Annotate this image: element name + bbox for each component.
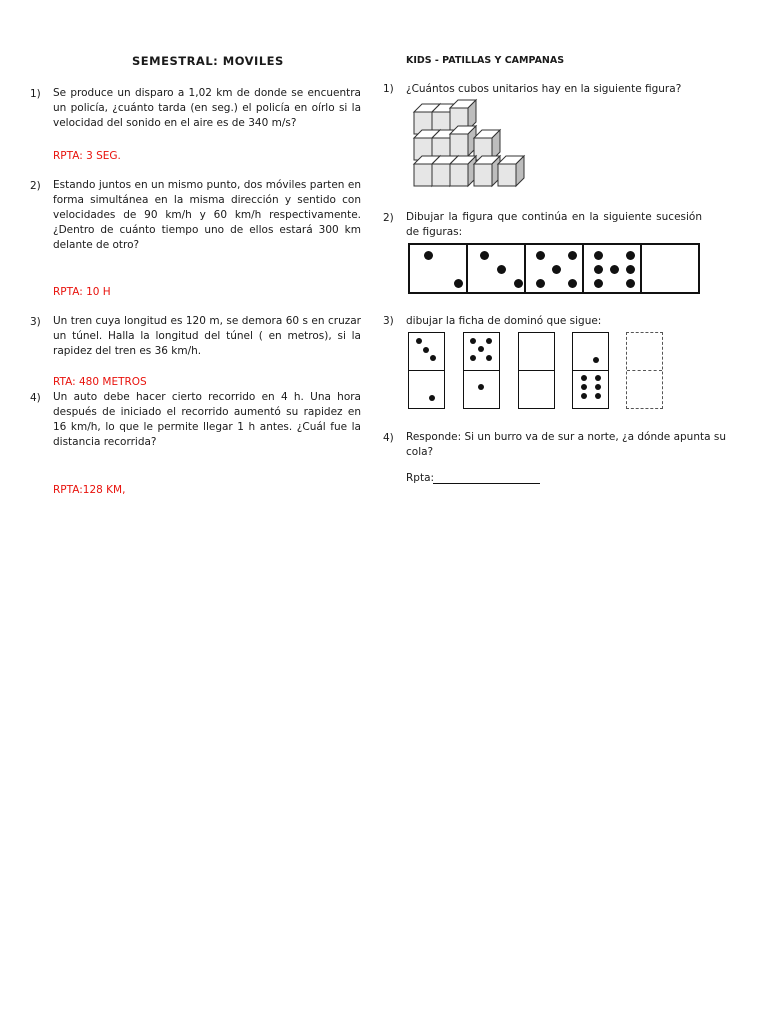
- cube-figure: [400, 98, 530, 194]
- left-title: SEMESTRAL: MOVILES: [132, 54, 284, 68]
- domino-blank-answer[interactable]: [626, 332, 663, 409]
- sequence-dot: [594, 265, 603, 274]
- problem-2-number: 2): [30, 180, 41, 192]
- domino-pip: [581, 393, 587, 399]
- sequence-dot: [568, 251, 577, 260]
- problem-4-number: 4): [30, 392, 41, 404]
- domino-pip: [423, 347, 429, 353]
- sequence-dot: [536, 279, 545, 288]
- sequence-dot: [610, 265, 619, 274]
- domino-pip: [470, 338, 476, 344]
- problem-1-answer: RPTA: 3 SEG.: [53, 150, 121, 162]
- domino-tile: [408, 332, 445, 409]
- problem-3-text: Un tren cuya longitud es 120 m, se demora 60 s en cruzar un túnel. Halla la longitud del túnel ( en metros), si la rapidez del tren es 36 km/h.: [53, 315, 361, 357]
- domino-pip: [478, 384, 484, 390]
- sequence-dot: [626, 251, 635, 260]
- domino-pip: [430, 355, 436, 361]
- problem-2-answer: RPTA: 10 H: [53, 286, 111, 298]
- sequence-dot: [594, 279, 603, 288]
- sequence-dot: [536, 251, 545, 260]
- rpta-answer-line[interactable]: [433, 483, 540, 484]
- problem-3-number: 3): [30, 316, 41, 328]
- domino-pip: [478, 346, 484, 352]
- sequence-dot: [626, 279, 635, 288]
- domino-pip: [595, 375, 601, 381]
- domino-pip: [595, 393, 601, 399]
- sequence-dot: [594, 251, 603, 260]
- sequence-strip: [408, 243, 700, 294]
- problem-4-answer: RPTA:128 KM,: [53, 484, 126, 496]
- q1-text: ¿Cuántos cubos unitarios hay en la siguiente figura?: [406, 83, 682, 95]
- domino-tile: [463, 332, 500, 409]
- sequence-dot: [552, 265, 561, 274]
- problem-2-text: Estando juntos en un mismo punto, dos móviles parten en forma simultánea en la misma dirección y sentido con velocidades de 90 km/h y 60 km/h respectivamente. ¿Dentro de cuánto tiempo uno de ellos estará 300 km delante de otro?: [53, 179, 361, 251]
- domino-tile: [572, 332, 609, 409]
- q4-number: 4): [383, 432, 394, 444]
- sequence-dot: [497, 265, 506, 274]
- domino-pip: [581, 375, 587, 381]
- domino-pip: [486, 338, 492, 344]
- domino-pip: [416, 338, 422, 344]
- q3-text: dibujar la ficha de dominó que sigue:: [406, 315, 602, 327]
- problem-1-number: 1): [30, 88, 41, 100]
- domino-pip: [429, 395, 435, 401]
- q2-text: Dibujar la figura que continúa en la siguiente sucesión de figuras:: [406, 211, 702, 238]
- domino-tile: [518, 332, 555, 409]
- q1-number: 1): [383, 83, 394, 95]
- q2-number: 2): [383, 212, 394, 224]
- domino-pip: [593, 357, 599, 363]
- sequence-dot: [514, 279, 523, 288]
- sequence-dot: [626, 265, 635, 274]
- q4-text: Responde: Si un burro va de sur a norte, ¿a dónde apunta su cola?: [406, 431, 726, 458]
- domino-pip: [595, 384, 601, 390]
- problem-3-answer: RTA: 480 METROS: [53, 376, 147, 388]
- domino-pip: [581, 384, 587, 390]
- sequence-dot: [480, 251, 489, 260]
- domino-pip: [486, 355, 492, 361]
- domino-pip: [470, 355, 476, 361]
- sequence-dot: [424, 251, 433, 260]
- problem-4-text: Un auto debe hacer cierto recorrido en 4 h. Una hora después de iniciado el recorrido aumentó su rapidez en 16 km/h, lo que le permite llegar 1 h antes. ¿Cuál fue la distancia recorrida?: [53, 391, 361, 448]
- rpta-label: Rpta:: [406, 472, 435, 484]
- sequence-dot: [454, 279, 463, 288]
- q3-number: 3): [383, 315, 394, 327]
- right-title: KIDS - PATILLAS Y CAMPANAS: [406, 55, 565, 66]
- problem-1-text: Se produce un disparo a 1,02 km de donde se encuentra un policía, ¿cuánto tarda (en seg.) el policía en oírlo si la velocidad del sonido en el aire es de 340 m/s?: [53, 87, 361, 129]
- sequence-dot: [568, 279, 577, 288]
